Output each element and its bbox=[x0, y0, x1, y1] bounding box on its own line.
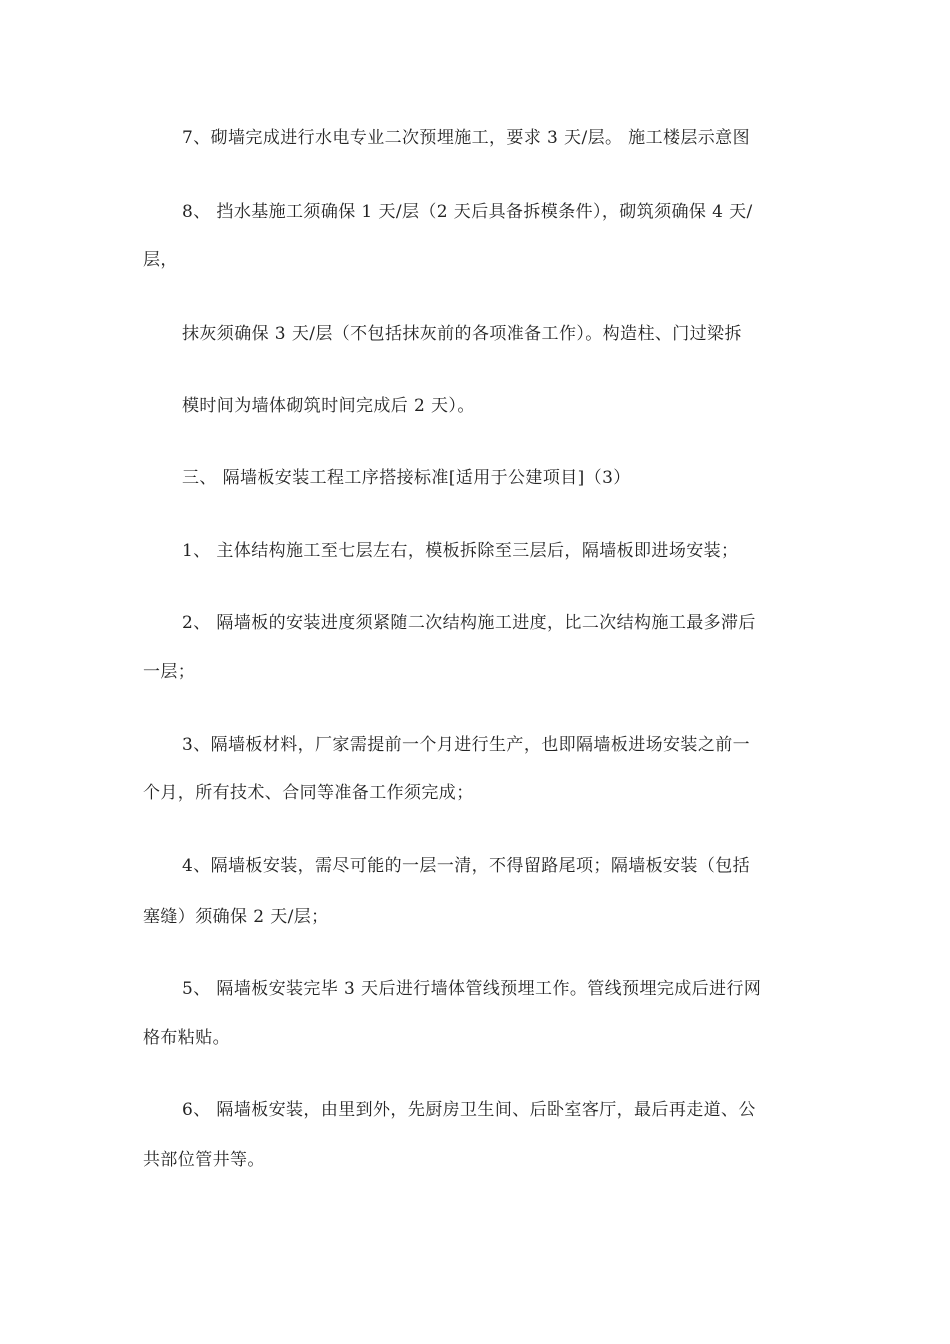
paragraph-line: 1、 主体结构施工至七层左右，模板拆除至三层后，隔墙板即进场安装； bbox=[182, 541, 739, 561]
paragraph-line: 6、 隔墙板安装，由里到外，先厨房卫生间、后卧室客厅，最后再走道、公 bbox=[182, 1100, 756, 1120]
paragraph-line: 5、 隔墙板安装完毕 3 天后进行墙体管线预埋工作。管线预埋完成后进行网 bbox=[182, 979, 762, 999]
paragraph-line: 8、 挡水基施工须确保 1 天/层（2 天后具备拆模条件），砌筑须确保 4 天/ bbox=[182, 202, 753, 222]
paragraph-line: 3、隔墙板材料，厂家需提前一个月进行生产，也即隔墙板进场安装之前一 bbox=[182, 735, 751, 755]
section-heading: 三、 隔墙板安装工程工序搭接标准[适用于公建项目]（3） bbox=[182, 468, 631, 488]
paragraph-line: 抹灰须确保 3 天/层（不包括抹灰前的各项准备工作）。构造柱、门过梁拆 bbox=[182, 324, 742, 344]
paragraph-line: 模时间为墙体砌筑时间完成后 2 天）。 bbox=[182, 396, 475, 416]
paragraph-line: 一层； bbox=[143, 662, 196, 682]
paragraph-line: 2、 隔墙板的安装进度须紧随二次结构施工进度，比二次结构施工最多滞后 bbox=[182, 613, 756, 633]
paragraph-line: 格布粘贴。 bbox=[143, 1028, 230, 1048]
paragraph-line: 7、砌墙完成进行水电专业二次预埋施工，要求 3 天/层。 施工楼层示意图 bbox=[182, 128, 750, 148]
paragraph-line: 共部位管井等。 bbox=[143, 1150, 265, 1170]
paragraph-line: 层， bbox=[143, 250, 178, 270]
paragraph-line: 个月，所有技术、合同等准备工作须完成； bbox=[143, 783, 474, 803]
paragraph-line: 4、隔墙板安装，需尽可能的一层一清，不得留路尾项；隔墙板安装（包括 bbox=[182, 856, 751, 876]
paragraph-line: 塞缝）须确保 2 天/层； bbox=[143, 907, 329, 927]
